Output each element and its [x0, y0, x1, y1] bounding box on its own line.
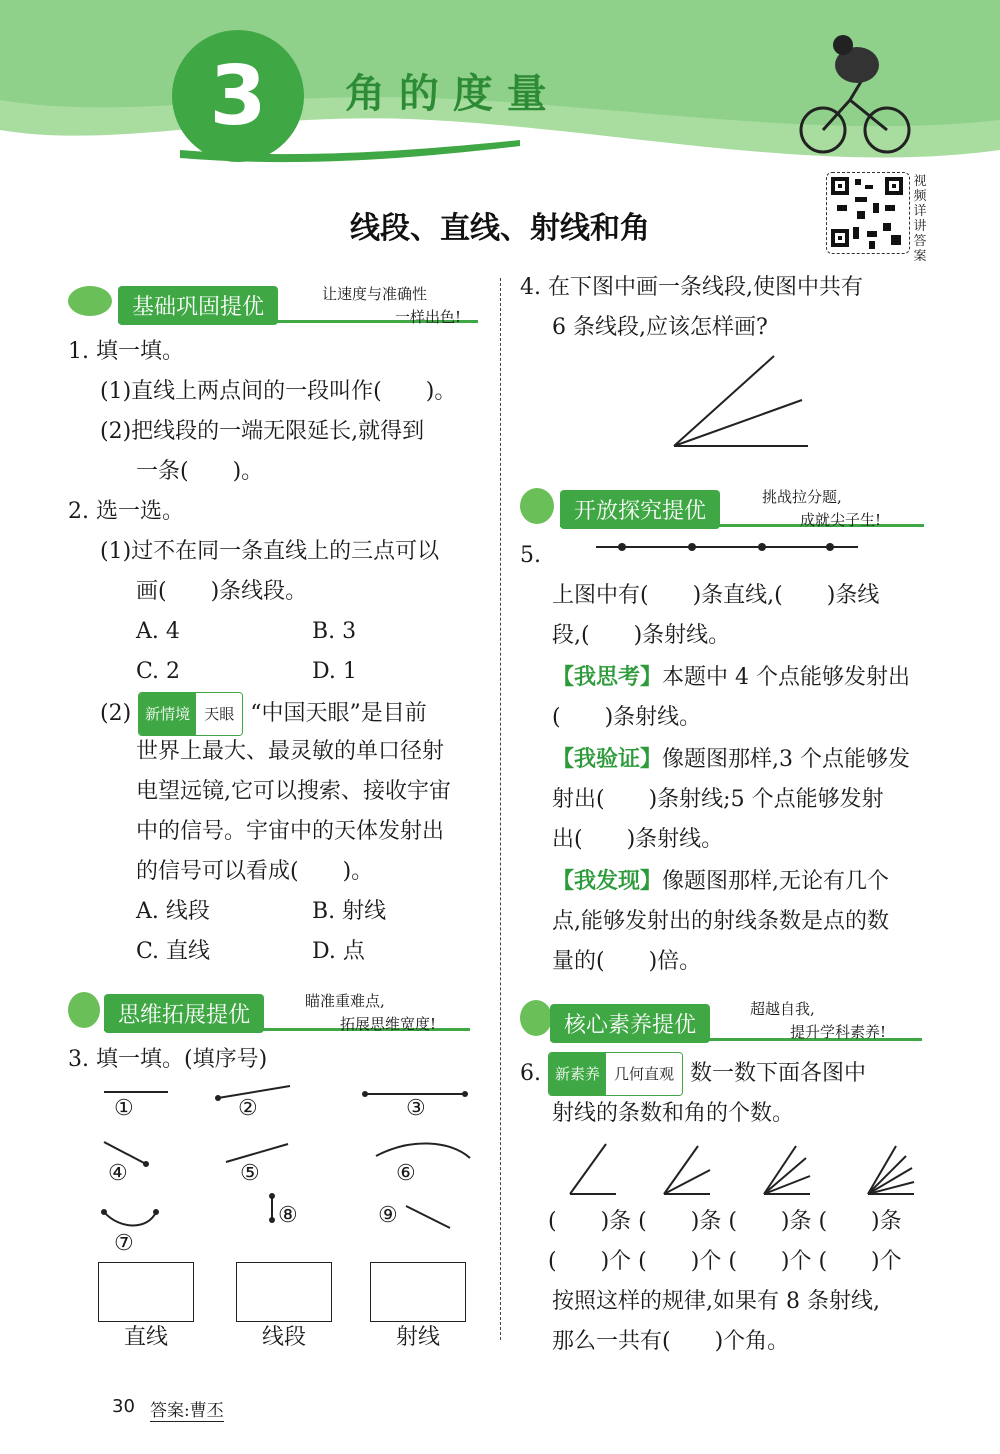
think-tag: 【我思考】	[552, 665, 663, 690]
q5-find	[552, 862, 889, 902]
q2-p1-option-a[interactable]: A. 4	[136, 619, 180, 644]
q2-p2-prefix: (2)	[100, 701, 132, 726]
tag-new-literacy: 新素养	[549, 1053, 606, 1095]
q6-tag	[548, 1052, 683, 1096]
q1-part-b: (2)把线段的一端无限延长,就得到	[100, 419, 425, 444]
q1-title: 1. 填一填。	[68, 339, 184, 364]
section-basic-slogan: 让速度与准确性	[322, 285, 428, 303]
answer-box-ray-label: 射线	[395, 1325, 440, 1350]
q6-angle-figures	[560, 1140, 920, 1200]
q2-p1: (1)过不在同一条直线上的三点可以	[100, 539, 440, 564]
q6-text-4: 那么一共有( )个角。	[552, 1329, 790, 1354]
q5-think-2: ( )条射线。	[552, 705, 702, 730]
q3-mark-1: ①	[114, 1096, 134, 1121]
page-number: 30	[112, 1396, 135, 1417]
q2-p2-option-d[interactable]: D. 点	[312, 939, 365, 964]
q6-angles-row: ( )个 ( )个 ( )个 ( )个	[548, 1249, 902, 1274]
q2-title: 2. 选一选。	[68, 499, 184, 524]
q1-part-b-2: 一条( )。	[136, 459, 264, 484]
q6-text-1: 数一数下面各图中	[690, 1061, 867, 1086]
q5-number: 5.	[520, 543, 541, 568]
mascot-icon	[68, 286, 112, 316]
section-open-label: 开放探究提优	[560, 490, 720, 529]
qr-caption: 视频详讲答案	[913, 174, 927, 264]
q3-mark-2: ②	[238, 1096, 258, 1121]
mascot-icon	[520, 488, 554, 524]
q6-text-2: 射线的条数和角的个数。	[552, 1101, 795, 1126]
q5-find-2: 点,能够发射出的射线条数是点的数	[552, 909, 889, 934]
cyclist-illustration	[795, 30, 915, 160]
section-basic-slogan-2: 一样出色!	[395, 308, 462, 326]
q2-p2-text-5: 的信号可以看成( )。	[136, 859, 374, 884]
q3-mark-7: ⑦	[114, 1231, 134, 1256]
q2-p2-text-3: 电望远镜,它可以搜索、接收宇宙	[136, 779, 451, 804]
lesson-title: 线段、直线、射线和角	[350, 211, 650, 246]
tag-tianyan: 天眼	[196, 693, 242, 735]
q3-mark-8: ⑧	[278, 1203, 298, 1228]
q4-text-1: 4. 在下图中画一条线段,使图中共有	[520, 275, 863, 300]
chapter-number: 3	[209, 49, 267, 144]
q3-mark-9: ⑨	[378, 1203, 398, 1228]
answer-label: 答案:曹丕	[150, 1396, 224, 1422]
q6-line-1	[520, 1052, 866, 1096]
column-divider	[500, 278, 501, 1340]
answer-box-ray[interactable]	[370, 1262, 466, 1322]
q3-mark-5: ⑤	[240, 1161, 260, 1186]
q2-p1-option-b[interactable]: B. 3	[312, 619, 357, 644]
q5-think	[552, 658, 910, 698]
answer-box-segment[interactable]	[236, 1262, 332, 1322]
answer-box-segment-label: 线段	[261, 1325, 306, 1350]
chapter-title: 角 的 度 量	[345, 71, 547, 117]
section-open-slogan-2: 成就尖子生!	[800, 511, 882, 529]
mascot-icon	[68, 992, 100, 1028]
find-tag: 【我发现】	[552, 869, 663, 894]
q5-find-3: 量的( )倍。	[552, 949, 702, 974]
q2-p2-text-2: 世界上最大、最灵敏的单口径射	[136, 739, 445, 764]
q5-verify-3: 出( )条射线。	[552, 827, 724, 852]
answer-box-line-label: 直线	[123, 1325, 168, 1350]
q6-rays-row: ( )条 ( )条 ( )条 ( )条	[548, 1209, 902, 1234]
q2-p2-tag	[138, 692, 243, 736]
q2-p1-option-d[interactable]: D. 1	[312, 659, 357, 684]
section-thinking-slogan-2: 拓展思维宽度!	[340, 1015, 437, 1033]
q2-p2-option-b[interactable]: B. 射线	[312, 899, 387, 924]
q4-angle-figure[interactable]	[660, 350, 820, 460]
section-core-label: 核心素养提优	[550, 1004, 710, 1043]
q5-verify	[552, 740, 910, 780]
section-basic-label: 基础巩固提优	[118, 286, 278, 325]
q6-number: 6.	[520, 1061, 541, 1086]
tag-new-context: 新情境	[139, 693, 196, 735]
think-text: 本题中 4 个点能够发射出	[662, 665, 910, 690]
q1-part-a: (1)直线上两点间的一段叫作( )。	[100, 379, 457, 404]
q3-mark-3: ③	[406, 1096, 426, 1121]
q6-text-3: 按照这样的规律,如果有 8 条射线,	[552, 1289, 880, 1314]
verify-tag: 【我验证】	[552, 747, 663, 772]
section-open-slogan: 挑战拉分题,	[762, 488, 842, 506]
section-thinking-slogan: 瞄准重难点,	[305, 992, 385, 1010]
q2-p2-option-c[interactable]: C. 直线	[136, 939, 211, 964]
q4-text-2: 6 条线段,应该怎样画?	[552, 315, 768, 340]
q5-text-1: 上图中有( )条直线,( )条线	[552, 583, 880, 608]
tag-geometry: 几何直观	[606, 1053, 682, 1095]
q2-p2-line1	[100, 692, 427, 736]
q3-mark-4: ④	[108, 1161, 128, 1186]
q2-p1-2: 画( )条线段。	[136, 579, 308, 604]
q2-p2-text-1: “中国天眼”是目前	[250, 701, 427, 726]
mascot-icon	[520, 1000, 552, 1036]
q2-p2-text-4: 中的信号。宇宙中的天体发射出	[136, 819, 445, 844]
section-thinking-label: 思维拓展提优	[104, 994, 264, 1033]
q5-verify-2: 射出( )条射线;5 个点能够发射	[552, 787, 884, 812]
q2-p1-option-c[interactable]: C. 2	[136, 659, 181, 684]
section-core-slogan: 超越自我,	[750, 1000, 815, 1018]
q5-line-figure	[590, 536, 870, 560]
q2-p2-option-a[interactable]: A. 线段	[136, 899, 210, 924]
answer-box-line[interactable]	[98, 1262, 194, 1322]
verify-text: 像题图那样,3 个点能够发	[662, 747, 910, 772]
find-text: 像题图那样,无论有几个	[662, 869, 890, 894]
section-core-slogan-2: 提升学科素养!	[790, 1023, 887, 1041]
q3-mark-6: ⑥	[396, 1161, 416, 1186]
q3-title: 3. 填一填。(填序号)	[68, 1047, 268, 1072]
q5-text-2: 段,( )条射线。	[552, 623, 731, 648]
